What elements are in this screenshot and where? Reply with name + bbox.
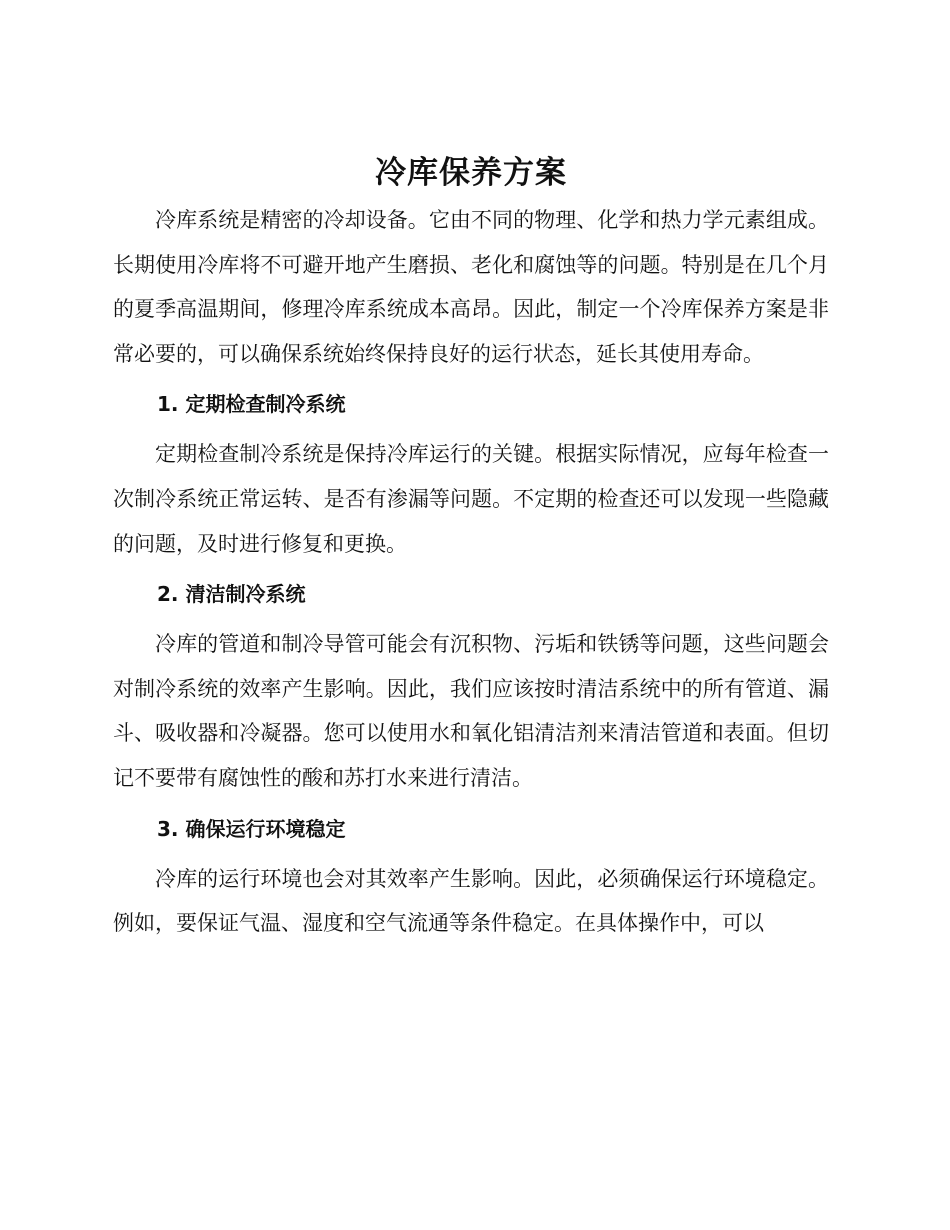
- section-body-3: 冷库的运行环境也会对其效率产生影响。因此，必须确保运行环境稳定。例如，要保证气温、湿度和空气流通等条件稳定。在具体操作中，可以: [113, 866, 829, 936]
- section-heading-1: 1. 定期检查制冷系统: [157, 392, 346, 417]
- section-body-1: 定期检查制冷系统是保持冷库运行的关键。根据实际情况，应每年检查一次制冷系统正常运转、是否有渗漏等问题。不定期的检查还可以发现一些隐藏的问题，及时进行修复和更换。: [113, 442, 829, 556]
- document-title: 冷库保养方案: [375, 155, 567, 191]
- document-page: [113, 150, 829, 946]
- intro-paragraph: 冷库系统是精密的冷却设备。它由不同的物理、化学和热力学元素组成。长期使用冷库将不可避开地产生磨损、老化和腐蚀等的问题。特别是在几个月的夏季高温期间，修理冷库系统成本高昂。因此，制定一个冷库保养方案是非常必要的，可以确保系统始终保持良好的运行状态，延长其使用寿命。: [113, 208, 829, 366]
- section-heading-3: 3. 确保运行环境稳定: [157, 816, 346, 841]
- section-heading-2: 2. 清洁制冷系统: [157, 582, 306, 607]
- section-body-2: 冷库的管道和制冷导管可能会有沉积物、污垢和铁锈等问题，这些问题会对制冷系统的效率产生影响。因此，我们应该按时清洁系统中的所有管道、漏斗、吸收器和冷凝器。您可以使用水和氧化铝清洁剂来清洁管道和表面。但切记不要带有腐蚀性的酸和苏打水来进行清洁。: [113, 632, 829, 790]
